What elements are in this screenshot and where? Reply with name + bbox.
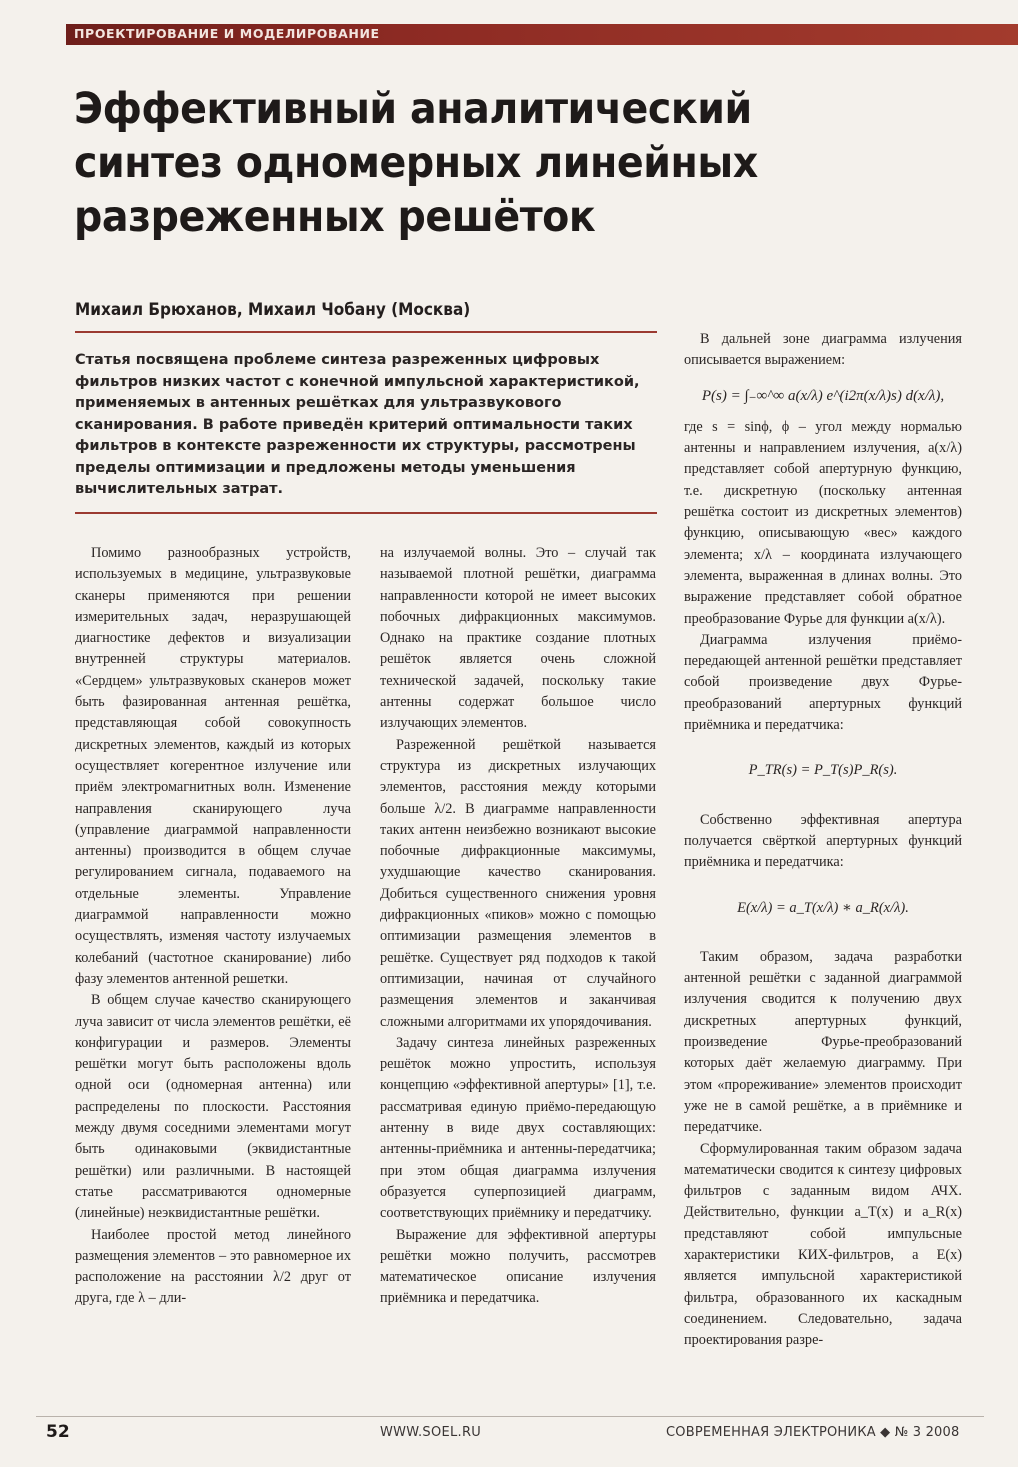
formula-convolution: E(x/λ) = a_T(x/λ) ∗ a_R(x/λ).: [737, 899, 909, 916]
article-abstract: Статья посвящена проблеме синтеза разреженных цифровых фильтров низких частот с конечной импульсной характеристикой, применяемых в антенных решётках для ультразвукового сканирования. В работе приведён критерий оптимальности таких фильтров в контексте разреженности их структуры, рассмотрены пределы оптимизации и предложены методы уменьшения вычислительных затрат.: [75, 352, 640, 497]
column-3: [684, 329, 962, 1351]
formula-pattern: P(s) = ∫₋∞^∞ a(x/λ) e^(i2π(x/λ)s) d(x/λ),: [701, 387, 945, 404]
paragraph: Задачу синтеза линейных разреженных решёток можно упростить, используя концепцию «эффективной апертуры» [1], т.е. рассматривая единую приёмо-передающую антенну в виде двух составляющих: антенны-приёмника и антенны-передатчика; при этом общая диаграмма излучения образуется суперпозицией диаграмм, соответствующих приёмнику и передатчику.: [380, 1034, 656, 1222]
paragraph: В дальней зоне диаграмма излучения описывается выражением:: [684, 331, 962, 369]
formula-product: P_TR(s) = P_T(s)P_R(s).: [748, 762, 898, 779]
paragraph: где s = sinϕ, ϕ – угол между нормалью антенны и направлением излучения, a(x/λ) представляет собой апертурную функцию, т.е. дискретную (поскольку антенная решётка состоит из дискретных элементов) функцию, описывающую «вес» каждого элемента; x/λ – координата излучающего элемента, выраженная в длинах волны. Это выражение представляет собой обратное преобразование Фурье для функции a(x/λ).: [684, 418, 962, 627]
paragraph: Разреженной решёткой называется структура из дискретных излучающих элементов, расстояния между которыми больше λ/2. В диаграмме направленности таких антенн неизбежно возникают высокие побочные дифракционные максимумы, ухудшающие качество сканирования. Добиться существенного снижения уровня дифракционных «пиков» можно с помощью оптимизации размещения элементов в решётке. Существует ряд подходов к такой оптимизации, начиная от случайного размещения элементов и заканчивая сложными алгоритмами их упорядочивания.: [380, 736, 656, 1030]
spacer: [684, 800, 962, 810]
spacer: [684, 874, 962, 884]
paragraph: В общем случае качество сканирующего луча зависит от числа элементов решётки, её конфигурации и размеров. Элементы решётки могут быть расположены вдоль одной оси (одномерная антенна) или распределены по плоскости. Расстояния между двумя соседними элементами могут быть одинаковыми (эквидистантные решётки) или различными. В настоящей статье рассматриваются одномерные (линейные) неэквидистантные решётки.: [75, 992, 351, 1222]
paragraph: на излучаемой волны. Это – случай так называемой плотной решётки, диаграмма направленности которой не имеет высоких побочных дифракционных максимумов. Однако на практике создание плотных решёток является очень сложной технической задачей, поскольку такие антенны содержат большое число излучающих элементов.: [380, 545, 656, 732]
article-authors: Михаил Брюханов, Михаил Чобану (Москва): [75, 300, 471, 320]
paragraph: Наиболее простой метод линейного размещения элементов – это равномерное их расположение на расстоянии λ/2 друг от друга, где λ – дли-: [75, 1226, 351, 1307]
footer-url: WWW.SOEL.RU: [380, 1425, 482, 1440]
paragraph: Выражение для эффективной апертуры решётки можно получить, рассмотрев математическое описание излучения приёмника и передатчика.: [380, 1226, 656, 1307]
column-1: [75, 543, 351, 1310]
divider-top: [75, 331, 657, 333]
footer-divider: [36, 1416, 984, 1417]
paragraph: Собственно эффективная апертура получается свёрткой апертурных функций приёмника и передатчика:: [684, 811, 962, 871]
article-title: Эффективный аналитический синтез одномерных линейных разреженных решёток: [74, 84, 758, 242]
paragraph: Диаграмма излучения приёмо-передающей антенной решётки представляет собой произведение двух Фурье-преобразований апертурных функций приёмника и передатчика:: [684, 631, 962, 734]
footer-journal: СОВРЕМЕННАЯ ЭЛЕКТРОНИКА ◆ № 3 2008: [666, 1425, 960, 1440]
paragraph: Сформулированная таким образом задача математически сводится к синтезу цифровых фильтров с заданным видом АЧХ. Действительно, функции a_T(x) и a_R(x) представляют собой импульсные характеристики КИХ-фильтров, а E(x) является импульсной характеристикой фильтра, образованного их каскадным соединением. Следовательно, задача проектирования разре-: [684, 1140, 962, 1349]
divider-bottom: [75, 512, 657, 514]
spacer: [684, 937, 962, 947]
column-2: [380, 543, 656, 1310]
paragraph: Таким образом, задача разработки антенной решётки с заданной диаграммой излучения сводится к получению двух дискретных апертурных функций, произведение Фурье-преобразований которых даёт желаемую диаграмму. При этом «прореживание» элементов происходит уже не в самой решётке, а в приёмнике и передатчике.: [684, 948, 962, 1136]
page-number: 52: [46, 1422, 70, 1442]
paragraph: Помимо разнообразных устройств, используемых в медицине, ультразвуковые сканеры применяются при решении измерительных задач, неразрушающей диагностике дефектов и визуализации внутренней структуры материалов. «Сердцем» ультразвуковых сканеров может быть фазированная антенная решётка, представляющая собой совокупность дискретных элементов, каждый из которых осуществляет когерентное излучение или приём электромагнитных волн. Изменение направления сканирующего луча (управление диаграммой направленности антенны) производится в общем случае регулированием сигнала, подаваемого на отдельные элементы. Управление диаграммой направленности можно осуществлять, изменяя частоту излучаемых колебаний (частотное сканирование) либо фазу элементов антенной решетки.: [75, 545, 351, 987]
spacer: [684, 736, 962, 746]
section-label: ПРОЕКТИРОВАНИЕ И МОДЕЛИРОВАНИЕ: [74, 26, 380, 41]
section-header-bar: [66, 24, 1018, 45]
